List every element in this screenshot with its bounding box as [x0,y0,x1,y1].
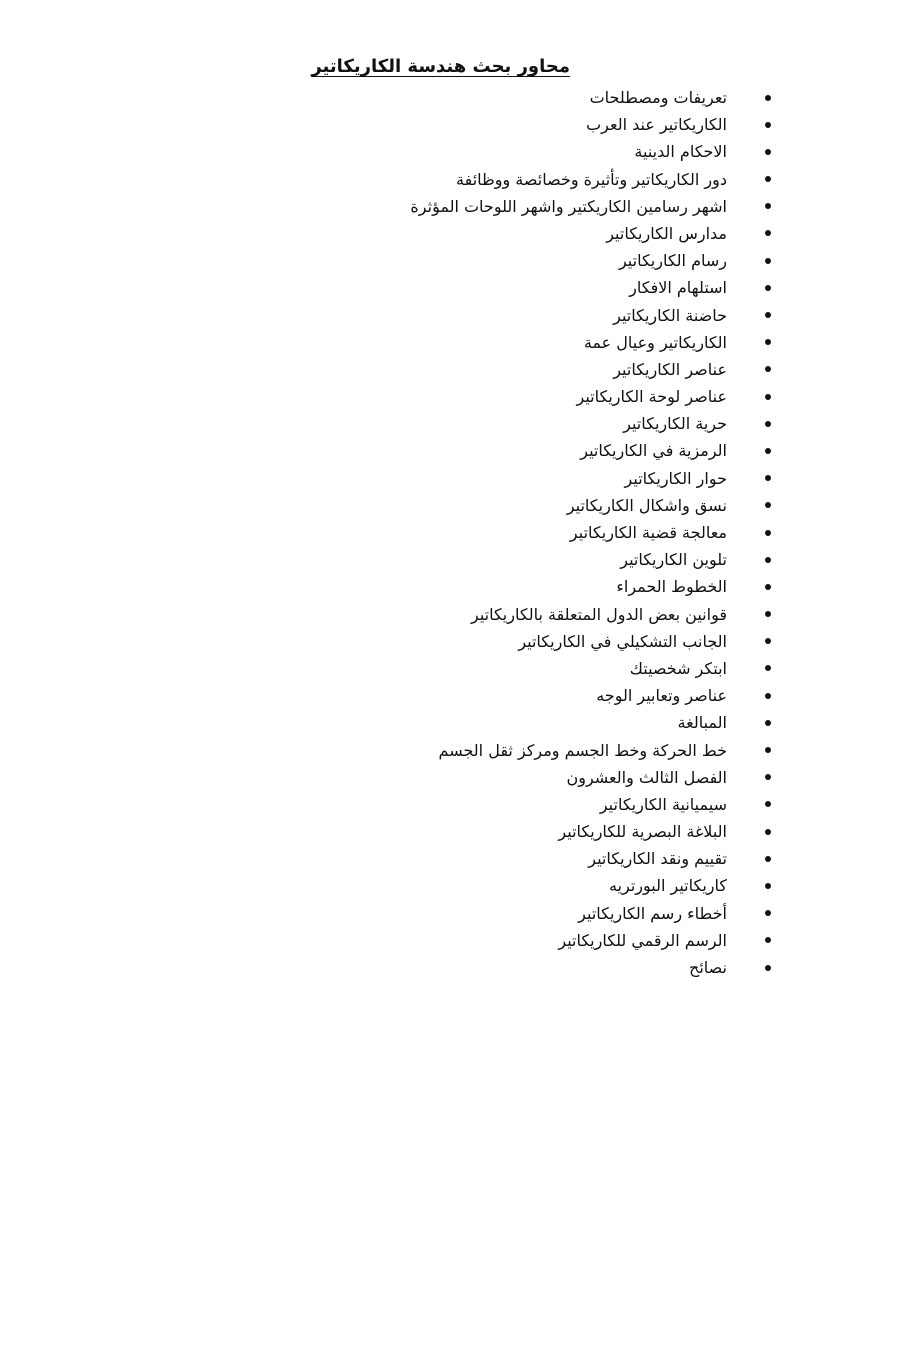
list-item-text: عناصر الكاريكاتير [613,359,727,379]
bullet-icon [765,665,771,671]
bullet-icon [765,801,771,807]
bullet-icon [765,421,771,427]
list-item-text: قوانين بعض الدول المتعلقة بالكاريكاتير [470,604,727,624]
bullet-icon [765,693,771,699]
list-item-text: كاريكاتير البورتريه [608,876,727,896]
list-item [151,302,771,329]
bullet-icon [765,122,771,128]
list-item-text: حرية الكاريكاتير [623,414,727,434]
list-item [151,954,771,981]
list-item-text: ابتكر شخصيتك [629,658,727,678]
list-item [151,573,771,600]
bullet-icon [765,965,771,971]
list-item [151,220,771,247]
page-title: محاور بحث هندسة الكاريكاتير [311,56,570,77]
list-item-text: الاحكام الدينية [634,142,727,162]
bullet-icon [765,937,771,943]
list-item [151,329,771,356]
bullet-icon [765,149,771,155]
list-item-text: نصائح [689,958,727,977]
topic-list [151,84,771,981]
bullet-icon [765,203,771,209]
list-item [151,546,771,573]
list-item-text: تقييم ونقد الكاريكاتير [588,849,727,869]
list-item [151,845,771,872]
list-item-text: المبالغة [677,713,727,733]
list-item-text: سيميانية الكاريكاتير [599,794,727,814]
bullet-icon [765,230,771,236]
bullet-icon [765,394,771,400]
bullet-icon [765,856,771,862]
list-item [151,247,771,274]
list-item-text: البلاغة البصرية للكاريكاتير [558,822,727,842]
list-item-text: الرسم الرقمي للكاريكاتير [558,930,727,950]
list-item [151,628,771,655]
bullet-icon [765,638,771,644]
list-item [151,764,771,791]
list-item [151,84,771,111]
bullet-icon [765,285,771,291]
list-item [151,737,771,764]
bullet-icon [765,176,771,182]
list-item-text: نسق واشكال الكاريكاتير [566,495,727,515]
bullet-icon [765,829,771,835]
list-item [151,791,771,818]
list-item-text: حوار الكاريكاتير [624,468,727,488]
list-item-text: رسام الكاريكاتير [618,251,727,271]
list-item [151,872,771,899]
bullet-icon [765,720,771,726]
list-item [151,410,771,437]
list-item-text: خط الحركة وخط الجسم ومركز ثقل الجسم [438,740,727,760]
list-item [151,900,771,927]
list-item [151,927,771,954]
list-item-text: اشهر رسامين الكاريكتير واشهر اللوحات المؤثرة [410,196,727,216]
bullet-icon [765,611,771,617]
bullet-icon [765,475,771,481]
bullet-icon [765,258,771,264]
list-item-text: الكاريكاتير عند العرب [586,115,727,135]
bullet-icon [765,312,771,318]
list-item [151,356,771,383]
list-item-text: الرمزية في الكاريكاتير [580,441,727,461]
bullet-icon [765,747,771,753]
list-item [151,465,771,492]
list-item [151,193,771,220]
list-item [151,166,771,193]
bullet-icon [765,339,771,345]
bullet-icon [765,910,771,916]
list-item-text: أخطاء رسم الكاريكاتير [578,903,727,923]
bullet-icon [765,774,771,780]
list-item-text: عناصر لوحة الكاريكاتير [576,387,727,407]
list-item-text: استلهام الافكار [629,278,727,298]
list-item [151,818,771,845]
list-item-text: تلوين الكاريكاتير [620,550,727,570]
list-item-text: مدارس الكاريكاتير [606,223,727,243]
bullet-icon [765,502,771,508]
list-item-text: الخطوط الحمراء [616,577,727,597]
list-item [151,111,771,138]
bullet-icon [765,557,771,563]
list-item-text: عناصر وتعابير الوجه [596,686,727,706]
list-item-text: دور الكاريكاتير وتأثيرة وخصائصة ووظائفة [456,169,727,189]
list-item [151,601,771,628]
list-item-text: الفصل الثالث والعشرون [566,767,727,787]
list-item-text: تعريفات ومصطلحات [589,88,727,107]
bullet-icon [765,584,771,590]
list-item [151,519,771,546]
list-item [151,383,771,410]
list-item [151,682,771,709]
bullet-icon [765,448,771,454]
list-item [151,274,771,301]
bullet-icon [765,530,771,536]
bullet-icon [765,95,771,101]
bullet-icon [765,366,771,372]
list-item-text: معالجة قضية الكاريكاتير [569,523,727,542]
list-item [151,492,771,519]
list-item-text: الجانب التشكيلي في الكاريكاتير [518,631,727,651]
list-item [151,437,771,464]
list-item-text: حاضنة الكاريكاتير [613,305,727,325]
list-item-text: الكاريكاتير وعيال عمة [583,332,727,352]
list-item [151,138,771,165]
list-item [151,709,771,736]
list-item [151,655,771,682]
bullet-icon [765,883,771,889]
